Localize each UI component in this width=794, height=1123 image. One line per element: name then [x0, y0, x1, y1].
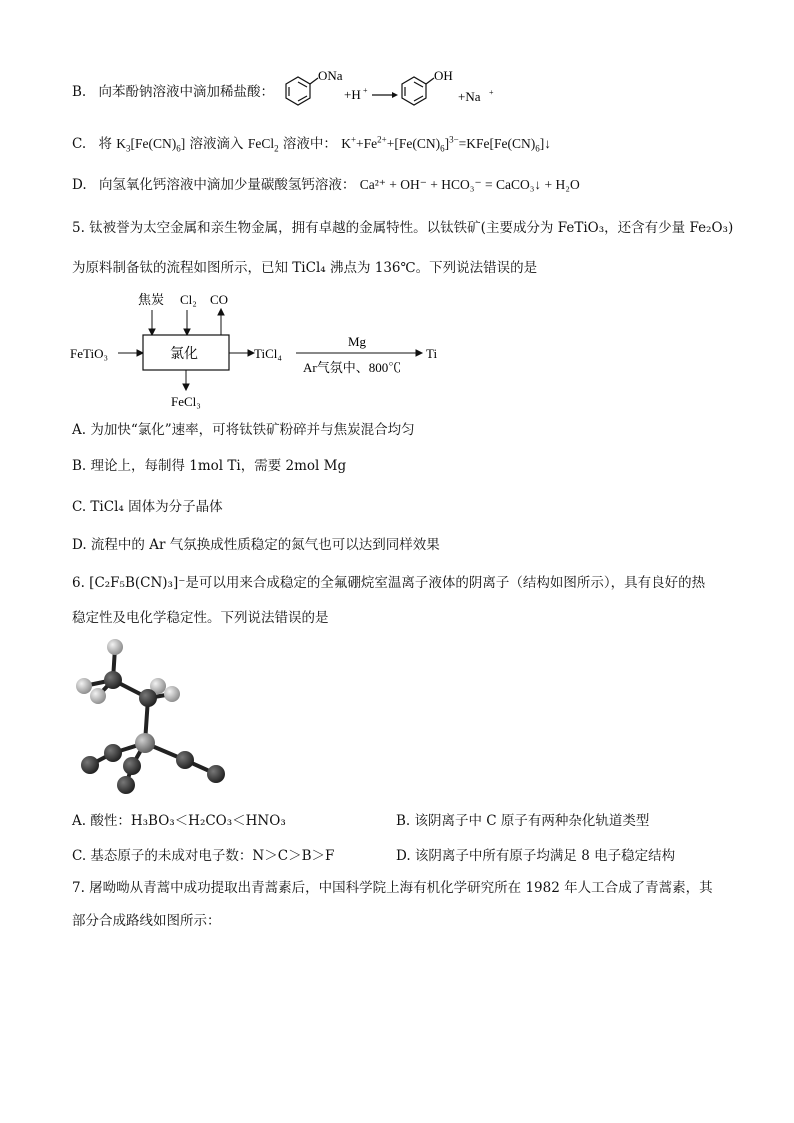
ferricyanide-formula: $K_3[Fe(CN)_6]$ [116, 136, 186, 154]
q6-option-c: C. 基态原子的未成对电子数：N＞C＞B＞F [72, 848, 335, 864]
q4-option-c [72, 134, 551, 154]
q4-option-d [72, 175, 580, 195]
q5-stem-line-2: 为原料制备钛的流程如图所示，已知 TiCl₄ 沸点为 136℃。下列说法错误的是 [72, 260, 538, 276]
option-text: 向氢氧化钙溶液中滴加少量碳酸氢钙溶液： [98, 177, 356, 193]
q5-option-b: B. 理论上，每制得 1mol Ti，需要 2mol Mg [72, 458, 347, 474]
q6-stem-line-2: 稳定性及电化学稳定性。下列说法错误的是 [72, 610, 329, 626]
q5-option-a: A. 为加快“氯化”速率，可将钛铁矿粉碎并与焦炭混合均匀 [72, 422, 415, 438]
option-label: B. [72, 84, 87, 100]
na-plus: +Na [458, 89, 481, 104]
q7-stem-line-1: 7. 屠呦呦从青蒿中成功提取出青蒿素后，中国科学院上海有机化学研究所在 1982 年人工合成了青蒿素，其 [72, 880, 713, 896]
charge-plus: + [489, 88, 494, 97]
flow-input-cl2: Cl₂ [180, 292, 197, 307]
q6-option-a: A. 酸性：H₃BO₃＜H₂CO₃＜HNO₃ [72, 813, 286, 829]
flow-middle: TiCl₄ [254, 346, 282, 361]
option-text: 向苯酚钠溶液中滴加稀盐酸： [98, 84, 275, 100]
flow-end: Ti [426, 346, 438, 361]
h-plus: +H [344, 87, 361, 102]
oh-label: OH [434, 68, 453, 83]
benzene-ring-icon [402, 77, 434, 105]
reaction-equation: Ca²⁺ + OH⁻ + HCO₃⁻ = CaCO₃↓ + H₂O [359, 177, 580, 192]
q6-option-d: D. 该阴离子中所有原子均满足 8 电子稳定结构 [396, 848, 676, 864]
flow-start: FeTiO₃ [70, 346, 109, 361]
q4-option-b [72, 82, 274, 102]
option-text: 溶液滴入 [189, 136, 244, 152]
option-text: 将 [98, 136, 112, 152]
q6-stem-line-1: 6. [C₂F₅B(CN)₃]⁻是可以用来合成稳定的全氟硼烷室温离子液体的阴离子（结构如图所示），具有良好的热 [72, 575, 706, 591]
q5-option-d: D. 流程中的 Ar 气氛换成性质稳定的氮气也可以达到同样效果 [72, 537, 440, 553]
q5-stem-line-1: 5. 钛被誉为太空金属和亲生物金属，拥有卓越的金属特性。以钛铁矿(主要成分为 FeTiO₃，还含有少量 Fe₂O₃) [72, 220, 734, 236]
flow-box-label: 氯化 [170, 347, 198, 362]
fecl2-formula: FeCl$_2$ [247, 136, 279, 154]
option-label: D. [72, 177, 87, 193]
reaction-equation: $K^++Fe^{2+}+[Fe(CN)_6]^{3-}=KFe[Fe(CN)_6]↓$ [341, 134, 552, 154]
titanium-flow-diagram [70, 288, 470, 413]
option-text: 溶液中： [282, 136, 337, 152]
phenoxide-equation [268, 66, 508, 116]
option-label: C. [72, 136, 87, 152]
flow-condition: Ar气氛中、800℃ [303, 360, 402, 375]
q6-option-b: B. 该阴离子中 C 原子有两种杂化轨道类型 [396, 813, 650, 829]
ona-label: ONa [318, 68, 343, 83]
flow-input-coke: 焦炭 [138, 292, 165, 307]
flow-reagent: Mg [348, 334, 367, 349]
anion-ball-stick-model [70, 630, 240, 805]
benzene-ring-icon [286, 77, 318, 105]
flow-byproduct: FeCl₃ [171, 394, 201, 409]
flow-output-co: CO [210, 292, 229, 307]
charge-plus: + [363, 86, 368, 95]
q7-stem-line-2: 部分合成路线如图所示： [72, 913, 221, 929]
q5-option-c: C. TiCl₄ 固体为分子晶体 [72, 499, 223, 515]
